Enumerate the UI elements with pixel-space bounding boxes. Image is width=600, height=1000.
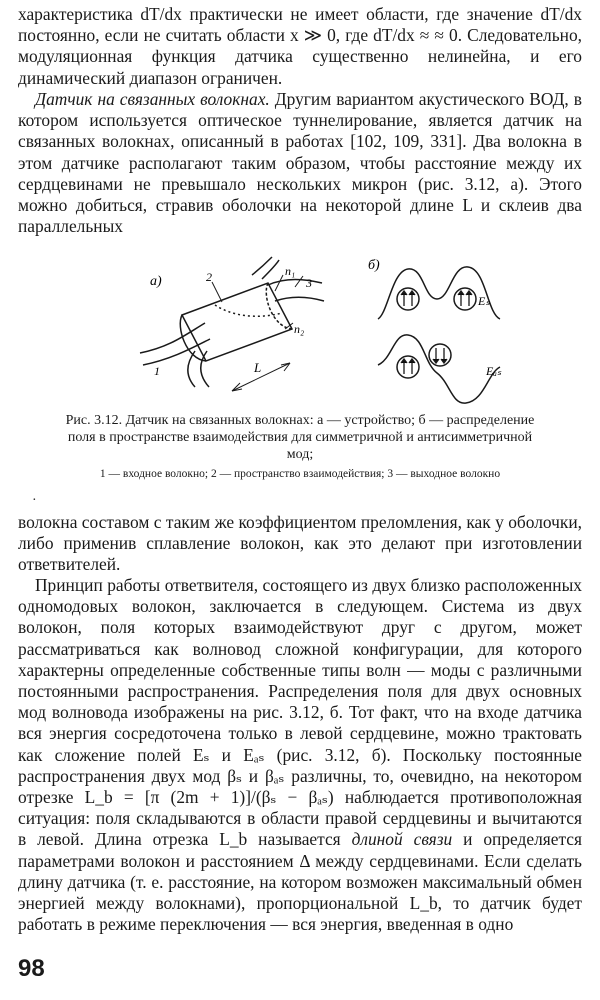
output-fiber-top bbox=[268, 280, 322, 286]
symmetric-mode-curve bbox=[378, 267, 500, 319]
label-3: 3 bbox=[306, 276, 312, 290]
input-fiber-1-top bbox=[140, 323, 205, 353]
figure-legend: 1 — входное волокно; 2 — пространство взаимодействия; 3 — выходное волокно bbox=[99, 468, 501, 480]
right-core-antisymmetric bbox=[429, 344, 451, 366]
label-b: б) bbox=[368, 258, 380, 273]
paragraph-2-body: Другим вариантом акустического ВОД, в котором используется оптическое туннелирование, является датчик на связанных волокнах, описанный в работах [102, 109, 331]. Два волокна в этом датчике располагают таким образом, чтобы расстояние между их сердцевинами не превышало нескольких микрон (рис. 3.12, а). Этого можно добиться, стравив оболочки на некоторой длине L и склеив два параллельных bbox=[18, 89, 582, 237]
label-n2: n₂ bbox=[294, 322, 305, 336]
label-2: 2 bbox=[206, 270, 212, 284]
section-title-coupled-fibers: Датчик на связанных волокнах. bbox=[35, 89, 270, 109]
label-1: 1 bbox=[154, 364, 160, 378]
figure-caption: Рис. 3.12. Датчик на связанных волокнах: а — устройство; б — распределение поля в пространстве взаимодействия для симметричной и антисимметричной мод; bbox=[65, 413, 535, 462]
left-core-symmetric bbox=[397, 288, 419, 310]
label-L: L bbox=[254, 360, 262, 375]
label-n1: n₁ bbox=[285, 264, 296, 278]
label-Eas: Eₐₛ bbox=[486, 364, 502, 378]
input-fiber-2-b bbox=[201, 351, 209, 387]
stray-mark: · bbox=[32, 493, 37, 508]
paragraph-4 bbox=[18, 575, 582, 935]
page-number: 98 bbox=[18, 955, 45, 982]
coupler-body bbox=[182, 283, 292, 361]
paragraph-3: волокна составом с таким же коэффициентом преломления, как у оболочки, либо применив сплавление волокон, как это делают при изготовлении ответвителей. bbox=[18, 512, 582, 575]
input-fiber-1-bottom bbox=[143, 339, 210, 365]
left-core-antisymmetric bbox=[397, 356, 419, 378]
output-fiber-upper-b bbox=[262, 260, 279, 279]
paragraph-4-part-a: Принцип работы ответвителя, состоящего из двух близко расположенных одномодовых волокон, заключается в следующем. Система из двух волокон, поля которых взаимодействуют друг с другом, может рассматриваться как волновод сложной конфигурации, для которого характерны определенные собственные типы волн — моды с различными постоянными распространения. Распределения поля для двух основных мод волновода изображены на рис. 3.12, б. Тот факт, что на входе датчика вся энергия сосредоточена только в левой сердцевине, можно трактовать как сложение полей Eₛ и Eₐₛ (рис. 3.12, б). Поскольку постоянные распространения двух мод βₛ и βₐₛ различны, то, очевидно, на некотором отрезке L_b = [π (2m + 1)]/(βₛ − βₐₛ) наблюдается противоположная ситуация: поля складываются в области правой сердцевины и вычитаются в левой. Длина отрезка L_b называется bbox=[18, 575, 582, 850]
label-a: а) bbox=[150, 274, 162, 289]
figure-drawing bbox=[0, 255, 600, 415]
paragraph-4-part-b: и определяется параметрами волокон и расстоянием Δ между сердцевинами. Если сделать длину датчика (т. е. расстояние, на котором возможен максимальный обмен энергией между волокнами), пропорциональной L_b, то датчик будет работать в режиме переключения — вся энергия, введенная в одно bbox=[18, 829, 583, 935]
right-core-symmetric bbox=[454, 288, 476, 310]
term-coupling-length: длиной связи bbox=[351, 829, 453, 850]
output-fiber-bottom bbox=[275, 297, 324, 301]
paragraph-2 bbox=[18, 89, 582, 237]
paragraph-1: характеристика dT/dx практически не имеет области, где значение dT/dx постоянно, если не считать области x ≫ 0, где dT/dx ≈ ≈ 0. Следовательно, модуляционная функция датчика существенно нелинейна, и его динамический диапазон ограничен. bbox=[18, 4, 582, 88]
label-Es: Eₛ bbox=[478, 294, 490, 308]
antisymmetric-mode-curve bbox=[378, 335, 500, 403]
